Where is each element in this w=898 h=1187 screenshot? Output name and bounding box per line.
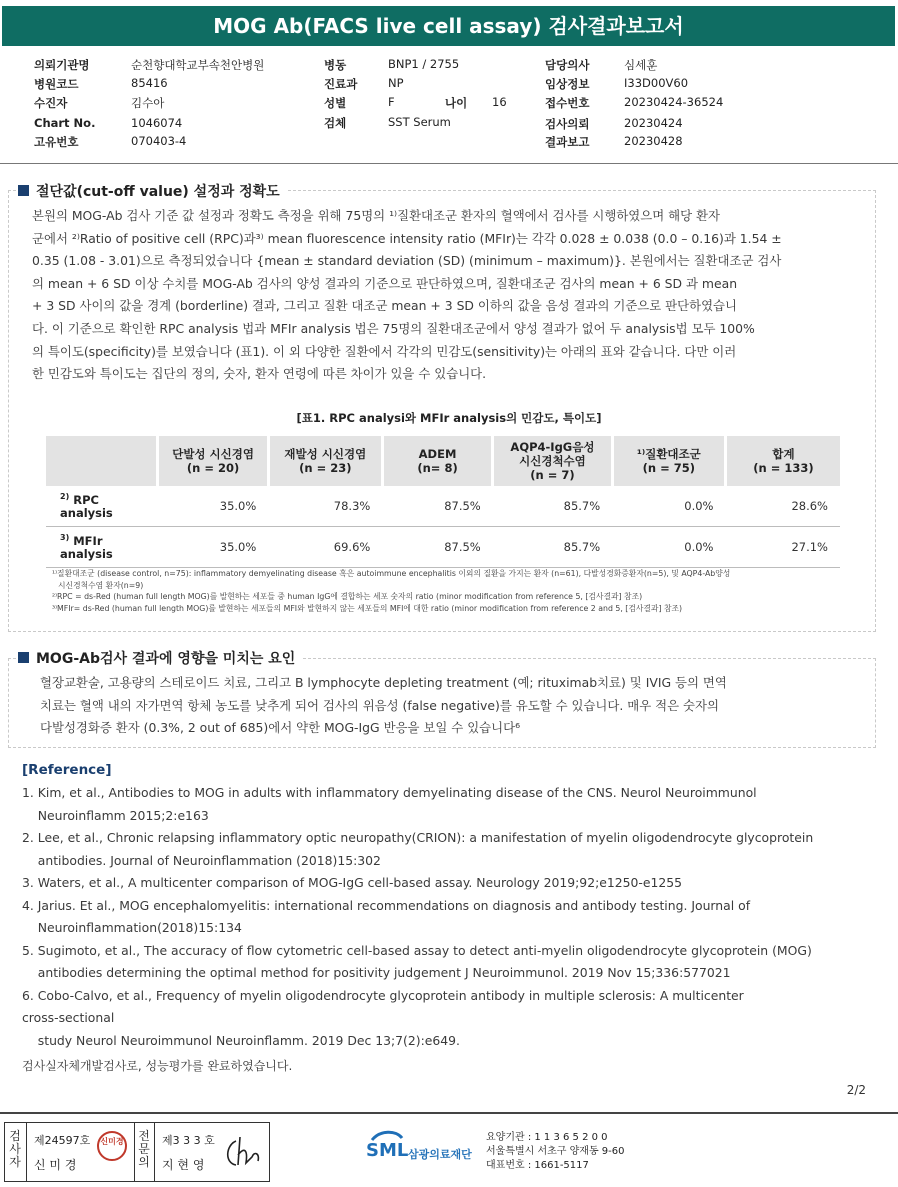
table-row [46, 527, 840, 568]
cutoff-section-text [32, 205, 860, 386]
text-line: 치료는 혈액 내의 자가면역 항체 농도를 낮추게 되어 검사의 위음성 (false negative)를 유도할 수 있습니다. 매우 적은 숫자의 [40, 697, 719, 713]
table-column-header: 합계 (n = 133) [725, 436, 840, 486]
validation-note: 검사실자체개발검사로, 성능평가를 완료하였습니다. [22, 1059, 293, 1073]
field-value: NP [388, 76, 404, 90]
age-value: 16 [492, 95, 507, 109]
row-label: $^{3)}$ MFIr analysis [46, 527, 158, 568]
table-cell: 87.5% [382, 486, 492, 527]
table-column-header: 재발성 시신경염 (n = 23) [268, 436, 382, 486]
bullet-square-icon [18, 652, 29, 663]
reference-line: antibodies. Journal of Neuroinflammation (2018)15:302 [22, 852, 381, 868]
text-line: 다. 이 기준으로 확인한 RPC analysis 법과 MFIr analysis 법은 75명의 질환대조군에서 양성 결과가 없어 두 analysis법 모두 100% [32, 320, 755, 336]
row-label: $^{2)}$ RPC analysis [46, 486, 158, 527]
factors-section-text [40, 672, 860, 740]
bullet-square-icon [18, 185, 29, 196]
text-line: 군에서 ²⁾Ratio of positive cell (RPC)과³⁾ mean fluorescence intensity ratio (MFIr)는 각각 0.028 ± 0.038 (0.0 – 0.16)과 1.54 ± [32, 230, 782, 246]
footnote-line: 시신경척수염 환자(n=9) [58, 580, 144, 590]
field-label: 성별 [324, 96, 347, 110]
field-label: 병동 [324, 58, 347, 72]
examiner-seal-stamp: 신미경 [97, 1131, 127, 1161]
field-label: 진료과 [324, 77, 358, 91]
table-header-row [46, 436, 840, 486]
footnote-line: ¹⁾질환대조군 (disease control, n=75): inflammatory demyelinating disease 혹은 autoimmune encephalitis 이외의 질환을 가지는 환자 (n=61), 다발성경화증환자(n=5), 및 AQP4-Ab양성 [52, 569, 731, 578]
reference-line: Neuroinflamm 2015;2:e163 [22, 807, 209, 823]
table-cell: 0.0% [612, 486, 725, 527]
field-value: 85416 [131, 76, 168, 90]
table-cell: 85.7% [493, 527, 612, 568]
table-cell: 85.7% [493, 486, 612, 527]
table-column-header: ADEM (n= 8) [382, 436, 492, 486]
org-info-line: 요양기관 : 1 1 3 6 5 2 0 0 [486, 1132, 608, 1143]
page-number: 2/2 [846, 1083, 866, 1097]
age-label: 나이 [445, 96, 468, 110]
footer-divider [0, 1112, 898, 1114]
examiner-label: 검 사 자 [9, 1129, 21, 1169]
sensitivity-table [46, 436, 840, 568]
field-value: 20230424-36524 [624, 95, 724, 109]
field-value: 순천향대학교부속천안병원 [131, 58, 265, 72]
org-name: 삼광의료재단 [408, 1148, 472, 1161]
field-value: SST Serum [388, 115, 451, 129]
reference-line: antibodies determining the optimal method for positivity judgement J Neuroimmunol. 2019 Nov 15;336:577021 [22, 965, 731, 980]
field-value: 20230424 [624, 116, 683, 130]
sig-divider [26, 1122, 27, 1182]
field-label: 결과보고 [545, 135, 590, 149]
sig-divider [134, 1122, 135, 1182]
sml-logo-text: SML [366, 1140, 409, 1161]
field-label: 접수번호 [545, 96, 590, 110]
specialist-number: 제3 3 3 호 [162, 1134, 215, 1147]
org-info-line: 서울특별시 서초구 양재동 9-60 [486, 1146, 625, 1157]
field-value: 심세훈 [624, 58, 658, 72]
factors-section-title: MOG-Ab검사 결과에 영향을 미치는 요인 [18, 648, 303, 668]
text-line: 본원의 MOG-Ab 검사 기준 값 설정과 정확도 측정을 위해 75명의 ¹⁾질환대조군 환자의 혈액에서 검사를 시행하였으며 해당 환자 [32, 208, 720, 223]
footnote-line: ²⁾RPC = ds-Red (human full length MOG)를 발현하는 세포들 중 human IgG에 결합하는 세포 숫자의 ratio (minor modification from reference 5, [검사결과] 참조) [52, 592, 643, 601]
reference-line: 2. Lee, et al., Chronic relapsing inflammatory optic neuropathy(CRION): a manifestation of myelin oligodendrocyte glycoprotein [22, 830, 814, 845]
cutoff-section-title: 절단값(cut-off value) 설정과 정확도 [18, 181, 288, 201]
field-label: 고유번호 [34, 135, 79, 149]
table-cell: 35.0% [158, 527, 268, 568]
text-line: 다발성경화증 환자 (0.3%, 2 out of 685)에서 약한 MOG-IgG 반응을 보일 수 있습니다⁶ [40, 720, 521, 736]
field-label: 병원코드 [34, 77, 79, 91]
text-line: 한 민감도와 특이도는 집단의 정의, 숫자, 환자 연령에 따른 차이가 있을 수 있습니다. [32, 366, 487, 382]
field-label: 담당의사 [545, 58, 590, 72]
table-row [46, 486, 840, 527]
table-cell: 78.3% [268, 486, 382, 527]
org-info-line: 대표번호 : 1661-5117 [486, 1160, 589, 1171]
examiner-name: 신 미 경 [34, 1158, 77, 1172]
table-cell: 0.0% [612, 527, 725, 568]
text-line: 혈장교환술, 고용량의 스테로이드 치료, 그리고 B lymphocyte depleting treatment (예; rituximab치료) 및 IVIG 등의 면역 [40, 675, 727, 690]
reference-line: cross-sectional [22, 1010, 115, 1025]
specialist-name: 지 현 영 [162, 1158, 205, 1172]
table-footnotes [52, 568, 852, 614]
report-title: MOG Ab(FACS live cell assay) 검사결과보고서 [2, 6, 895, 46]
examiner-number: 제24597호 [34, 1134, 91, 1147]
table-caption: [표1. RPC analysi와 MFIr analysis의 민감도, 특이도] [296, 411, 602, 425]
text-line: 의 mean + 6 SD 이상 수치를 MOG-Ab 검사의 양성 결과의 기준으로 판단하였으며, 질환대조군 검사의 mean + 6 SD 과 mean [32, 275, 738, 291]
field-value: F [388, 95, 395, 109]
header-divider [0, 163, 898, 164]
field-value: BNP1 / 2755 [388, 57, 460, 71]
reference-line: 1. Kim, et al., Antibodies to MOG in adults with inflammatory demyelinating disease of the CNS. Neurol Neuroimmunol [22, 785, 757, 800]
table-column-header: 단발성 시신경염 (n = 20) [158, 436, 268, 486]
reference-list [22, 782, 872, 1052]
field-label: 검체 [324, 116, 347, 130]
field-label: 수진자 [34, 96, 68, 110]
table-cell: 87.5% [382, 527, 492, 568]
field-value: 1046074 [131, 116, 183, 130]
field-value: I33D00V60 [624, 76, 689, 90]
field-value: 김수아 [131, 96, 165, 110]
reference-line: 6. Cobo-Calvo, et al., Frequency of myelin oligodendrocyte glycoprotein antibody in multiple sclerosis: A multicenter [22, 987, 744, 1003]
reference-line: 4. Jarius. Et al., MOG encephalomyelitis: international recommendations on diagnosis and antibody testing. Journal of [22, 897, 751, 913]
footnote-line: ³⁾MFIr= ds-Red (human full length MOG)를 발현하는 세포들의 MFI와 발현하지 않는 세포들의 MFI에 대한 ratio (minor modification from reference 2 and 5, [검사결과] 참조) [52, 603, 683, 613]
reference-line: Neuroinflammation(2018)15:134 [22, 920, 242, 935]
specialist-signature [222, 1135, 264, 1171]
table-cell: 35.0% [158, 486, 268, 527]
field-value: 20230428 [624, 134, 683, 148]
field-label: Chart No. [34, 116, 96, 130]
sig-divider [154, 1122, 155, 1182]
org-info [486, 1131, 625, 1173]
reference-line: 3. Waters, et al., A multicenter comparison of MOG-IgG cell-based assay. Neurology 2019;92;e1250-e1255 [22, 875, 683, 890]
table-cell: 27.1% [725, 527, 840, 568]
reference-line: study Neurol Neuroimmunol Neuroinflamm. 2019 Dec 13;7(2):e649. [22, 1032, 460, 1048]
table-header-empty [46, 436, 158, 486]
specialist-label: 전 문 의 [138, 1129, 150, 1169]
text-line: 0.35 (1.08 - 3.01)으로 측정되었습니다 {mean ± standard deviation (SD) (minimum – maximum)}. 본원에서는 질환대조군 검사 [32, 253, 782, 269]
text-line: 의 특이도(specificity)를 보였습니다 (표1). 이 외 다양한 질환에서 각각의 민감도(sensitivity)는 아래의 표와 같습니다. 다만 이러 [32, 343, 737, 359]
field-label: 의뢰기관명 [34, 58, 90, 72]
table-column-header: ¹⁾질환대조군 (n = 75) [612, 436, 725, 486]
table-cell: 69.6% [268, 527, 382, 568]
table-column-header: AQP4-IgG음성 시신경척수염 (n = 7) [493, 436, 612, 486]
field-label: 검사의뢰 [545, 117, 590, 131]
field-label: 임상정보 [545, 77, 590, 91]
field-value: 070403-4 [131, 134, 187, 148]
reference-heading: [Reference] [22, 762, 112, 778]
reference-line: 5. Sugimoto, et al., The accuracy of flow cytometric cell-based assay to detect anti-myelin oligodendrocyte glycoprotein (MOG) [22, 942, 812, 958]
table-cell: 28.6% [725, 486, 840, 527]
text-line: + 3 SD 사이의 값을 경계 (borderline) 결과, 그리고 질환 대조군 mean + 3 SD 이하의 값을 음성 결과의 기준으로 판단하였습니 [32, 298, 737, 314]
